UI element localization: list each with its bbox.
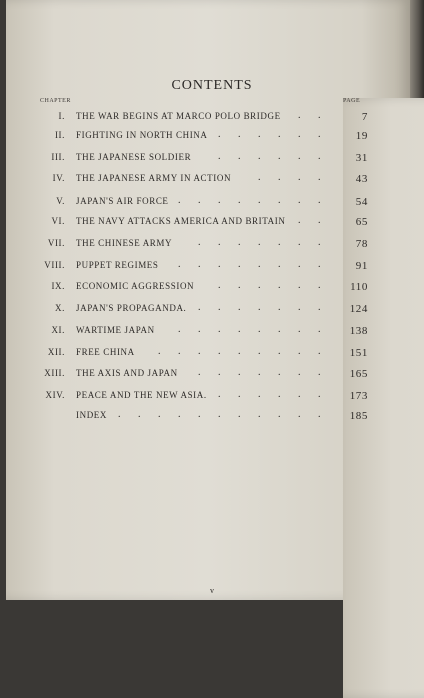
chapter-title: WARTIME JAPAN xyxy=(76,325,155,335)
toc-entry: XI. WARTIME JAPAN 138 . . . . . . . . xyxy=(0,325,424,341)
chapter-title: FREE CHINA xyxy=(76,347,135,357)
page-number: 7 xyxy=(361,111,368,123)
chapter-number: XIV. xyxy=(45,390,65,400)
chapter-number: IV. xyxy=(52,173,65,183)
chapter-title: JAPAN'S PROPAGANDA. xyxy=(76,303,187,313)
chapter-title: JAPAN'S AIR FORCE xyxy=(76,196,169,206)
page-number: 65 xyxy=(355,216,368,228)
page-number: 19 xyxy=(355,130,368,142)
toc-entry: VIII. PUPPET REGIMES 91 . . . . . . . . xyxy=(0,260,424,276)
chapter-number: V. xyxy=(56,196,65,206)
chapter-title: THE NAVY ATTACKS AMERICA AND BRITAIN xyxy=(76,216,286,226)
page-number: 138 xyxy=(349,325,368,337)
toc-entry: IX. ECONOMIC AGGRESSION 110 . . . . . . xyxy=(0,281,424,297)
chapter-title: FIGHTING IN NORTH CHINA xyxy=(76,130,208,140)
toc-entry: XIII. THE AXIS AND JAPAN 165 . . . . . . . xyxy=(0,368,424,384)
chapter-number: VII. xyxy=(47,238,65,248)
chapter-number: III. xyxy=(51,152,65,162)
chapter-title: ECONOMIC AGGRESSION xyxy=(76,281,195,291)
chapter-number: XI. xyxy=(51,325,65,335)
page-number: 78 xyxy=(355,238,368,250)
page-column-header: PAGE xyxy=(343,98,424,698)
toc-entry: VII. THE CHINESE ARMY 78 . . . . . . . xyxy=(0,238,424,254)
page-number: 151 xyxy=(349,347,368,359)
chapter-title: THE AXIS AND JAPAN xyxy=(76,368,178,378)
chapter-title: THE WAR BEGINS AT MARCO POLO BRIDGE xyxy=(76,111,281,121)
page-folio: v xyxy=(210,586,214,595)
page-number: 91 xyxy=(355,260,368,272)
toc-entry: II. FIGHTING IN NORTH CHINA 19 . . . . . . xyxy=(0,130,424,146)
chapter-number: VIII. xyxy=(44,260,65,270)
toc-entry: V. JAPAN'S AIR FORCE 54 . . . . . . . . xyxy=(0,196,424,212)
chapter-title: INDEX xyxy=(76,410,107,420)
chapter-number: VI. xyxy=(51,216,65,226)
page-number: 54 xyxy=(355,196,368,208)
contents-title: CONTENTS xyxy=(171,78,253,93)
toc-entry: INDEX 185 . . . . . . . . . . . xyxy=(76,409,368,422)
chapter-title: THE JAPANESE ARMY IN ACTION xyxy=(76,173,232,183)
page-number: 124 xyxy=(349,303,368,315)
page-number: 165 xyxy=(349,368,368,380)
page-number: 31 xyxy=(355,152,368,164)
page-number: 185 xyxy=(349,410,368,422)
toc-entry: III. THE JAPANESE SOLDIER 31 . . . . . . xyxy=(0,152,424,168)
toc-entry: X. JAPAN'S PROPAGANDA. 124 . . . . . . . xyxy=(0,303,424,319)
chapter-title: PEACE AND THE NEW ASIA. xyxy=(76,390,207,400)
chapter-number: II. xyxy=(54,130,65,140)
chapter-title: PUPPET REGIMES xyxy=(76,260,159,270)
page-number: 173 xyxy=(349,390,368,402)
toc-entry: IV. THE JAPANESE ARMY IN ACTION 43 . . . . xyxy=(0,173,424,189)
toc-entry: VI. THE NAVY ATTACKS AMERICA AND BRITAIN 65 . . xyxy=(0,216,424,232)
chapter-number: I. xyxy=(58,111,65,121)
chapter-title: THE CHINESE ARMY xyxy=(76,238,173,248)
chapter-title: THE JAPANESE SOLDIER xyxy=(76,152,192,162)
toc-entry: XII. FREE CHINA 151 . . . . . . . . . xyxy=(0,347,424,363)
chapter-number: XII. xyxy=(47,347,65,357)
chapter-number: X. xyxy=(55,303,65,313)
toc-entry: I. THE WAR BEGINS AT MARCO POLO BRIDGE 7 . . xyxy=(0,111,424,127)
chapter-number: XIII. xyxy=(44,368,65,378)
chapter-number: IX. xyxy=(51,281,65,291)
toc-entry: XIV. PEACE AND THE NEW ASIA. 173 . . . . . . xyxy=(0,390,424,406)
page-number: 110 xyxy=(350,281,368,293)
chapter-column-header: CHAPTER xyxy=(40,98,71,104)
page-number: 43 xyxy=(355,173,368,185)
